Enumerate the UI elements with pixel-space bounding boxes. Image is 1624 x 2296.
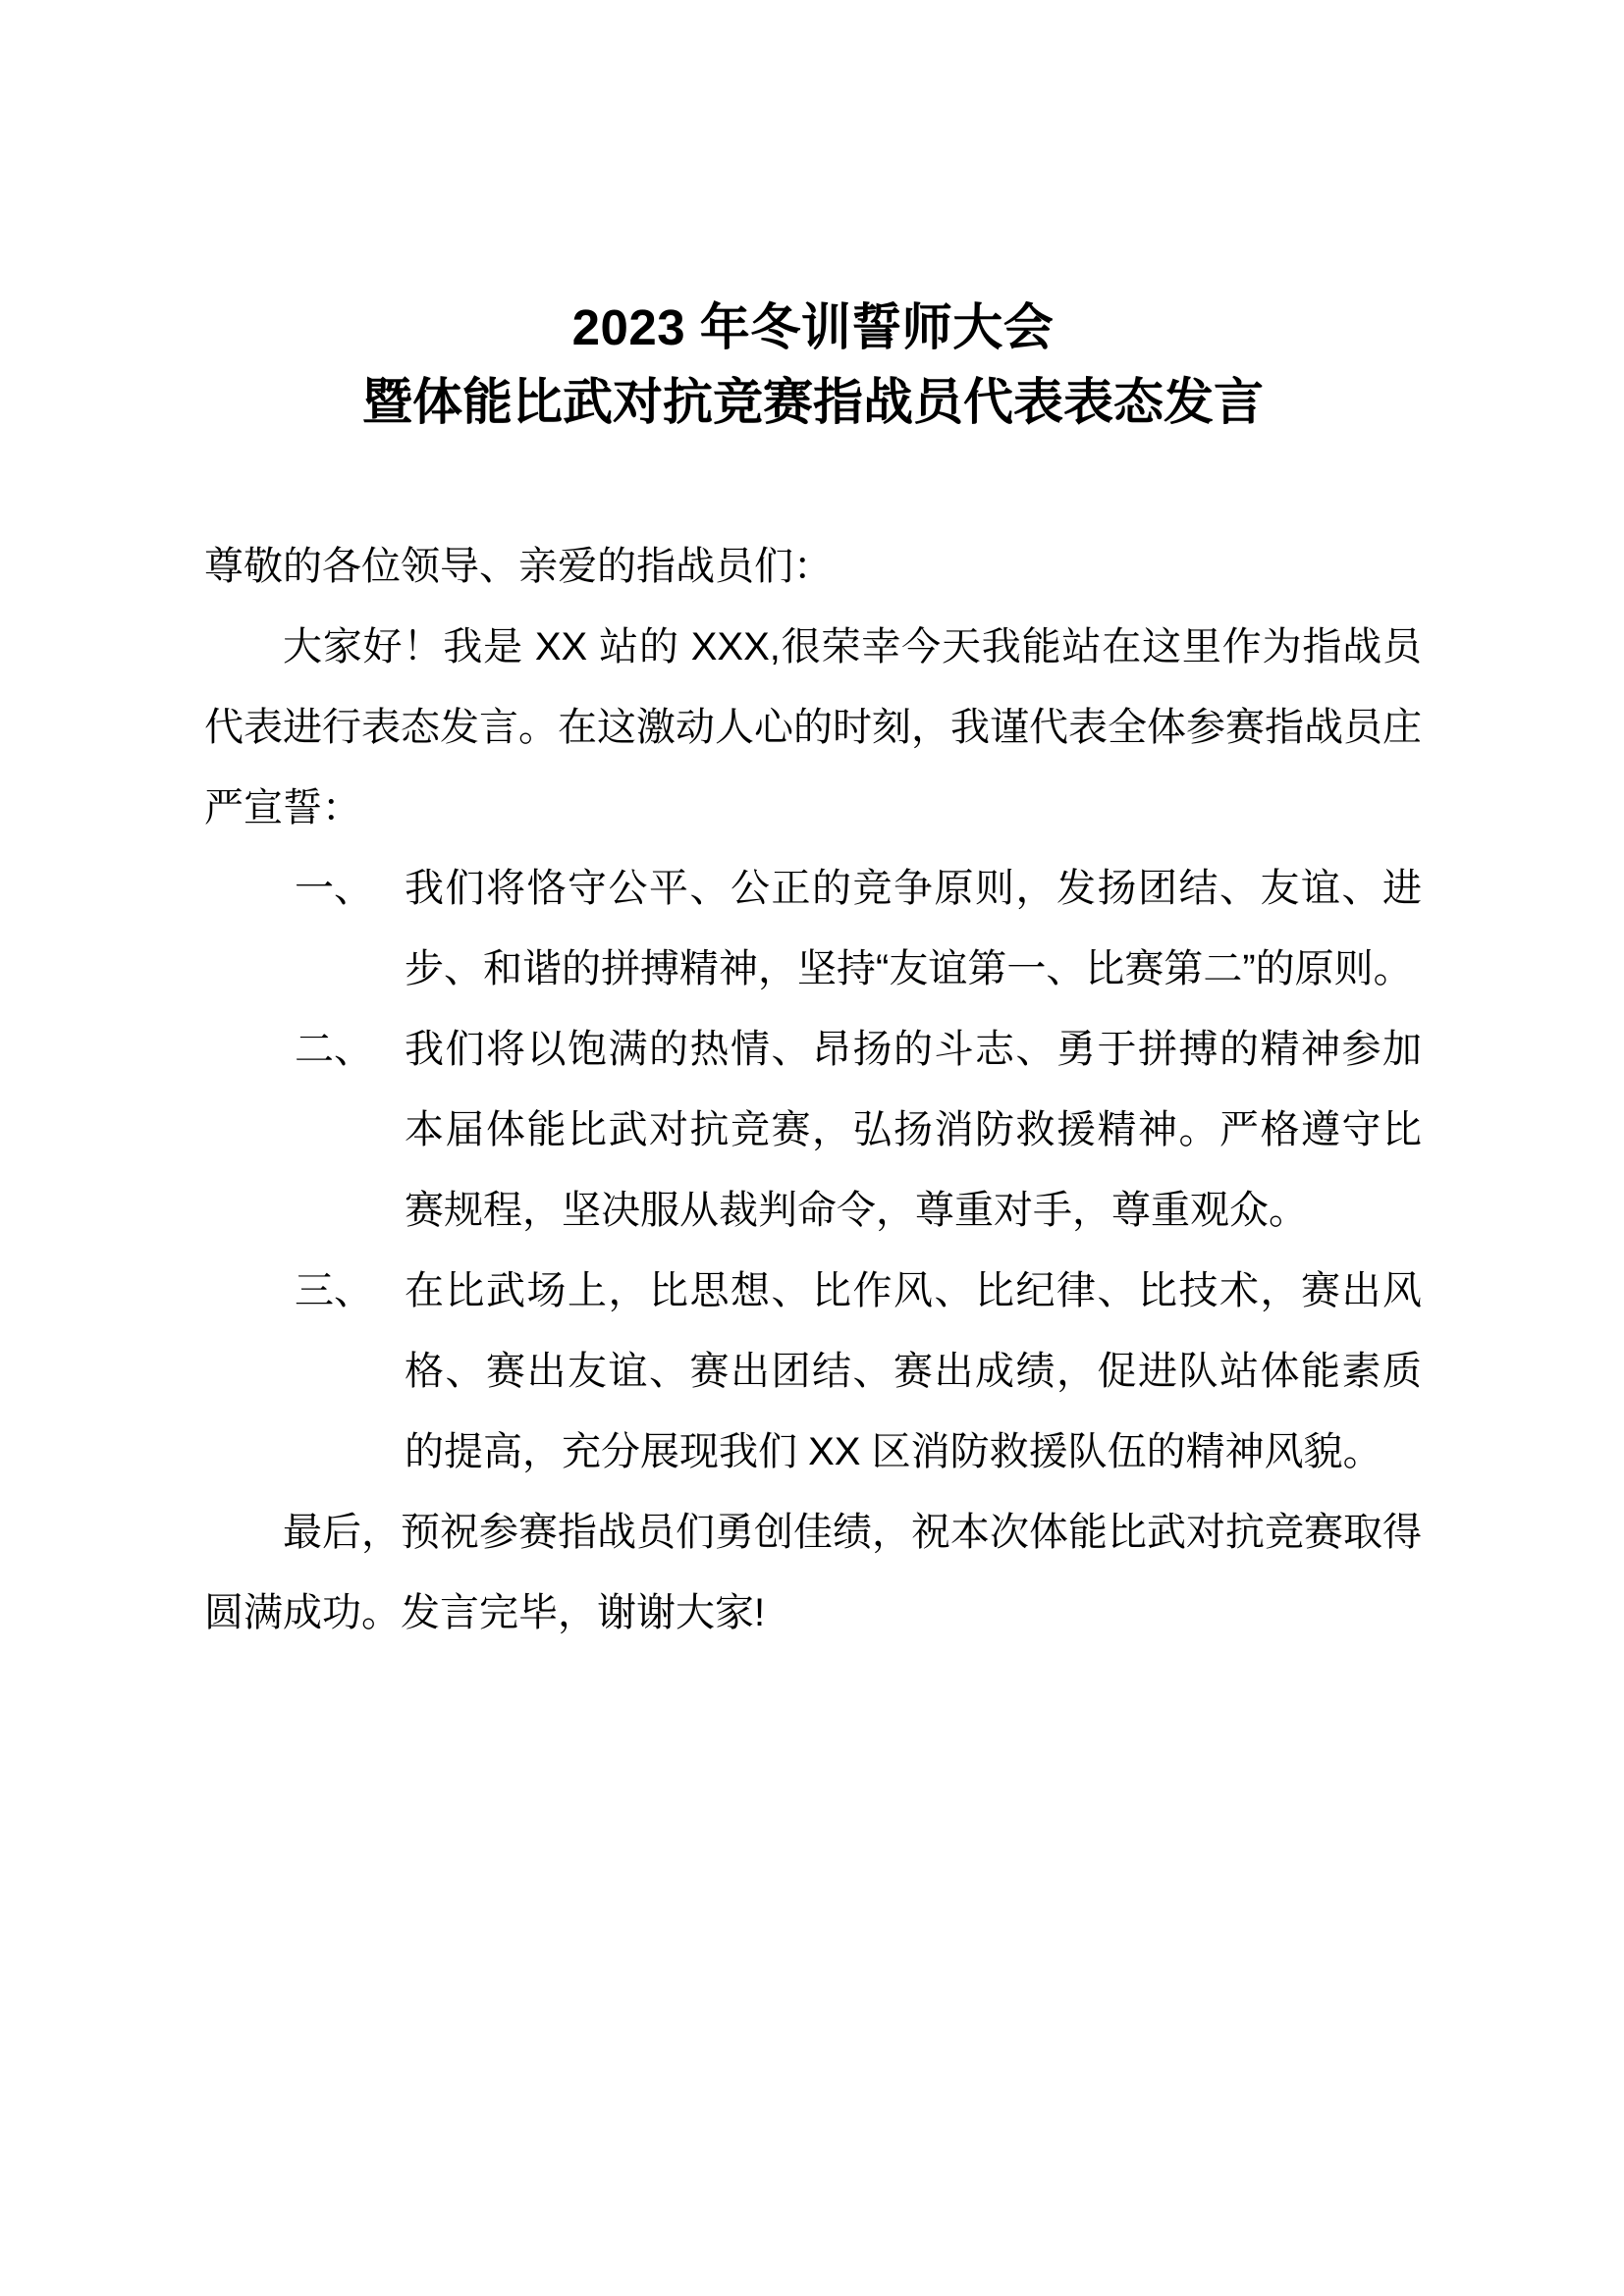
closing-paragraph: 最后，预祝参赛指战员们勇创佳绩，祝本次体能比武对抗竞赛取得圆满成功。发言完毕，谢谢大家!	[204, 1511, 1422, 1634]
pledge-item-3	[204, 1251, 1422, 1492]
title-line-2: 暨体能比武对抗竞赛指战员代表表态发言	[361, 374, 1264, 430]
document-title	[204, 0, 1422, 440]
document-body	[204, 0, 1422, 1653]
pledge-item-2	[204, 1009, 1422, 1251]
salutation: 尊敬的各位领导、亲爱的指战员们：	[204, 545, 833, 588]
pledge-item-3-text: 在比武场上，比思想、比作风、比纪律、比技术，赛出风格、赛出友谊、赛出团结、赛出成绩，促进队站体能素质的提高，充分展现我们 XX 区消防救援队伍的精神风貌。	[405, 1269, 1422, 1473]
pledge-item-3-marker: 三、	[295, 1269, 373, 1312]
pledge-item-1	[204, 848, 1422, 1009]
intro-paragraph: 大家好！我是 XX 站的 XXX,很荣幸今天我能站在这里作为指战员代表进行表态发言。在这激动人心的时刻，我谨代表全体参赛指战员庄严宣誓：	[204, 625, 1422, 829]
title-line-1: 2023 年冬训誓师大会	[571, 299, 1055, 355]
pledge-item-2-marker: 二、	[295, 1028, 373, 1071]
pledge-item-1-marker: 一、	[295, 867, 373, 910]
pledge-item-1-text: 我们将恪守公平、公正的竞争原则，发扬团结、友谊、进步、和谐的拼搏精神，坚持“友谊第一、比赛第二”的原则。	[405, 867, 1422, 990]
pledge-item-2-text: 我们将以饱满的热情、昂扬的斗志、勇于拼搏的精神参加本届体能比武对抗竞赛，弘扬消防救援精神。严格遵守比赛规程，坚决服从裁判命令，尊重对手，尊重观众。	[405, 1028, 1422, 1232]
